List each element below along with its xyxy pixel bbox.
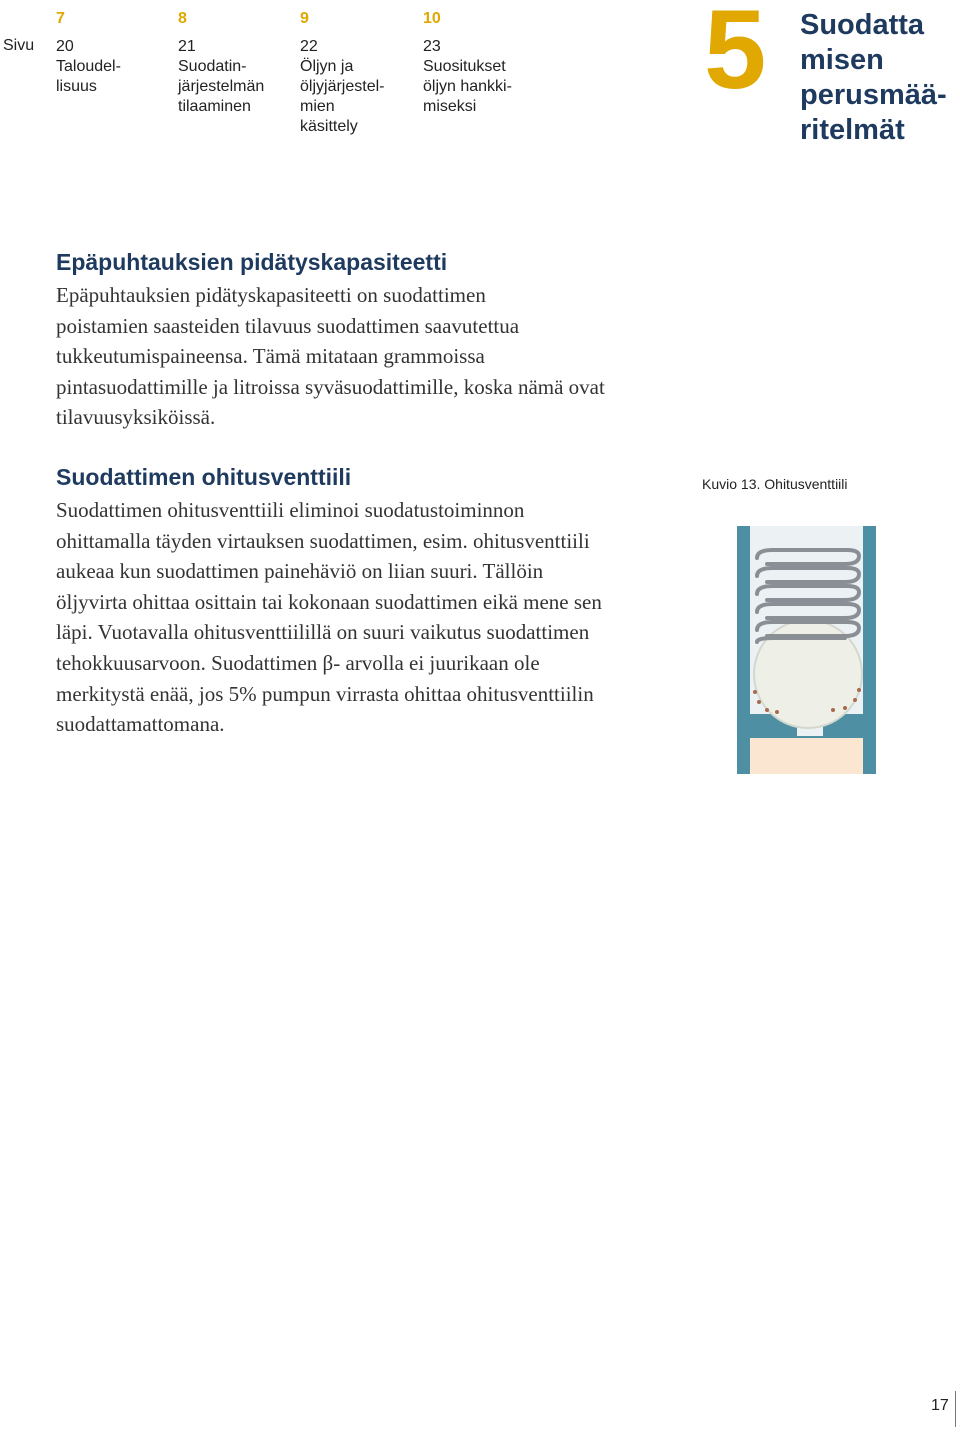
section-heading: Epäpuhtauksien pidätyskapasiteetti bbox=[56, 249, 448, 275]
valve-seat bbox=[750, 738, 863, 774]
bypass-valve-illustration bbox=[737, 526, 877, 776]
sivu-label: Sivu bbox=[3, 37, 35, 54]
nav-label-line: öljyn hankki- bbox=[423, 78, 512, 95]
chapter-title bbox=[800, 8, 947, 148]
nav-page-number: 22 bbox=[300, 38, 318, 55]
body-line: Suodattimen ohitusventtiili eliminoi suodatustoiminnon bbox=[56, 498, 525, 522]
body-line: aukeaa kun suodattimen painehäviö on liian suuri. Tällöin bbox=[56, 559, 544, 584]
chapter-title-line: ritelmät bbox=[800, 114, 905, 146]
page-number: 17 bbox=[931, 1397, 949, 1414]
chapter-title-line: perusmää- bbox=[800, 79, 947, 111]
nav-label-line: Suositukset bbox=[423, 58, 506, 75]
nav-label-line: järjestelmän bbox=[178, 78, 265, 95]
chapter-number: 5 bbox=[704, 0, 765, 112]
section-body bbox=[56, 280, 696, 433]
nav-chapter-number: 7 bbox=[56, 10, 65, 27]
nav-label-line: öljyjärjestel- bbox=[300, 78, 385, 95]
chapter-title-line: misen bbox=[800, 44, 884, 76]
nav-chapter-number: 8 bbox=[178, 10, 187, 27]
section-body bbox=[56, 495, 696, 740]
nav-label-line: miseksi bbox=[423, 98, 477, 115]
section-dirt-holding-capacity bbox=[56, 247, 696, 433]
body-line: ohittamalla täyden virtauksen suodattimen, esim. ohitusventtiili bbox=[56, 528, 590, 553]
nav-chapter-number: 10 bbox=[423, 10, 441, 27]
nav-label-line: Taloudel- bbox=[56, 58, 121, 75]
nav-label-line: Suodatin- bbox=[178, 58, 247, 75]
body-line: öljyvirta ohittaa osittain tai kokonaan suodattimen eikä mene sen bbox=[56, 589, 602, 614]
body-line: Epäpuhtauksien pidätyskapasiteetti on suodattimen bbox=[56, 283, 486, 307]
nav-label-line: mien bbox=[300, 98, 335, 115]
body-line: tilavuusyksiköissä. bbox=[56, 405, 216, 430]
bypass-valve-figure bbox=[737, 526, 877, 781]
nav-page-number: 20 bbox=[56, 38, 74, 55]
body-line: pintasuodattimille ja litroissa syväsuodattimille, koska nämä ovat bbox=[56, 374, 605, 399]
body-line: suodattamattomana. bbox=[56, 712, 225, 737]
page-number-rule bbox=[955, 1391, 956, 1427]
nav-page-number: 21 bbox=[178, 38, 196, 55]
body-line: tehokkuusarvoon. Suodattimen β- arvolla ei juurikaan ole bbox=[56, 650, 540, 675]
nav-page-number: 23 bbox=[423, 38, 441, 55]
nav-column-9[interactable] bbox=[300, 9, 384, 137]
body-line: poistamien saasteiden tilavuus suodattimen saavutettua bbox=[56, 313, 520, 338]
section-heading: Suodattimen ohitusventtiili bbox=[56, 464, 352, 490]
nav-label-line: käsittely bbox=[300, 118, 358, 135]
nav-label-line: Öljyn ja bbox=[300, 58, 354, 75]
section-bypass-valve bbox=[56, 462, 696, 740]
body-line: merkitystä enää, jos 5% pumpun virrasta ohittaa ohitusventtiilin bbox=[56, 681, 594, 706]
body-line: tukkeutumispaineensa. Tämä mitataan grammoissa bbox=[56, 344, 485, 369]
chapter-title-line: Suodatta bbox=[800, 9, 925, 41]
nav-label-line: tilaaminen bbox=[178, 98, 251, 115]
nav-column-7[interactable] bbox=[56, 9, 121, 97]
nav-column-10[interactable] bbox=[423, 9, 512, 117]
nav-label-line: lisuus bbox=[56, 78, 97, 95]
figure-caption: Kuvio 13. Ohitusventtiili bbox=[702, 476, 848, 492]
nav-column-8[interactable] bbox=[178, 9, 264, 117]
body-line: läpi. Vuotavalla ohitusventtiilillä on suuri vaikutus suodattimen bbox=[56, 620, 590, 645]
nav-chapter-number: 9 bbox=[300, 10, 309, 27]
